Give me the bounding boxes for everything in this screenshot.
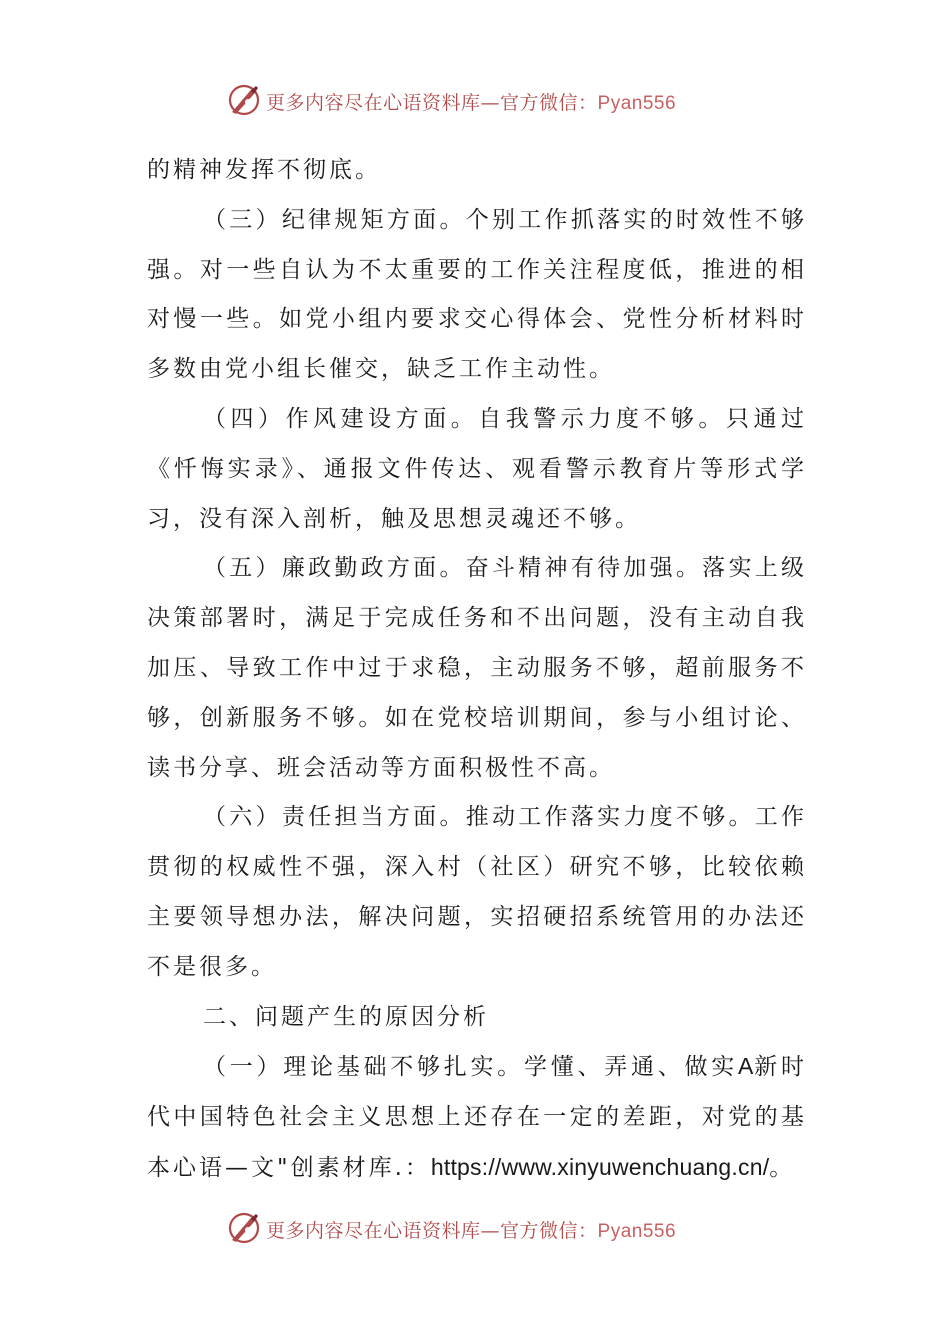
footer-watermark-banner: [0, 1208, 950, 1252]
wechat-id: Pyan556: [597, 93, 677, 114]
header-watermark-banner: [0, 80, 950, 124]
section-heading: 二、问题产生的原因分析: [203, 1003, 489, 1030]
paragraph-work-style: （四）作风建设方面。自我警示力度不够。只通过《忏悔实录》、通报文件传达、观看警示教育片等形式学习，没有深入剖析，触及思想灵魂还不够。: [147, 405, 807, 532]
header-watermark-text: 更多内容尽在心语资料库—官方微信：Pyan556: [266, 92, 677, 114]
footer-watermark-text: 更多内容尽在心语资料库—官方微信：Pyan556: [266, 1220, 677, 1242]
wechat-id: Pyan556: [597, 1221, 677, 1242]
paragraph-responsibility: （六）责任担当方面。推动工作落实力度不够。工作贯彻的权威性不强，深入村（社区）研究不够，比较依赖主要领导想办法，解决问题，实招硬招系统管用的办法还不是很多。: [147, 804, 807, 980]
source-url: https://www.xinyuwenchuang.cn/: [430, 1153, 770, 1180]
pen-circle-icon: [226, 1210, 262, 1246]
document-body: [147, 146, 807, 1194]
paragraph-integrity: （五）廉政勤政方面。奋斗精神有待加强。落实上级决策部署时，满足于完成任务和不出问题，没有主动自我加压、导致工作中过于求稳，主动服务不够，超前服务不够，创新服务不够。如在党校培训期间，参与小组讨论、读书分享、班会活动等方面积极性不高。: [147, 555, 807, 781]
paragraph-discipline: （三）纪律规矩方面。个别工作抓落实的时效性不够强。对一些自认为不太重要的工作关注程度低，推进的相对慢一些。如党小组内要求交心得体会、党性分析材料时多数由党小组长催交，缺乏工作主动性。: [147, 206, 807, 383]
pen-circle-icon: [226, 82, 262, 118]
paragraph-continuation: 的精神发挥不彻底。: [147, 157, 381, 183]
paragraph-theory: （一）理论基础不够扎实。学懂、弄通、做实A新时代中国特色社会主义思想上还存在一定的差距，对党的基本心语—文"创素材库.：https://www.xinyuwenchuang.cn/。: [147, 1053, 808, 1181]
